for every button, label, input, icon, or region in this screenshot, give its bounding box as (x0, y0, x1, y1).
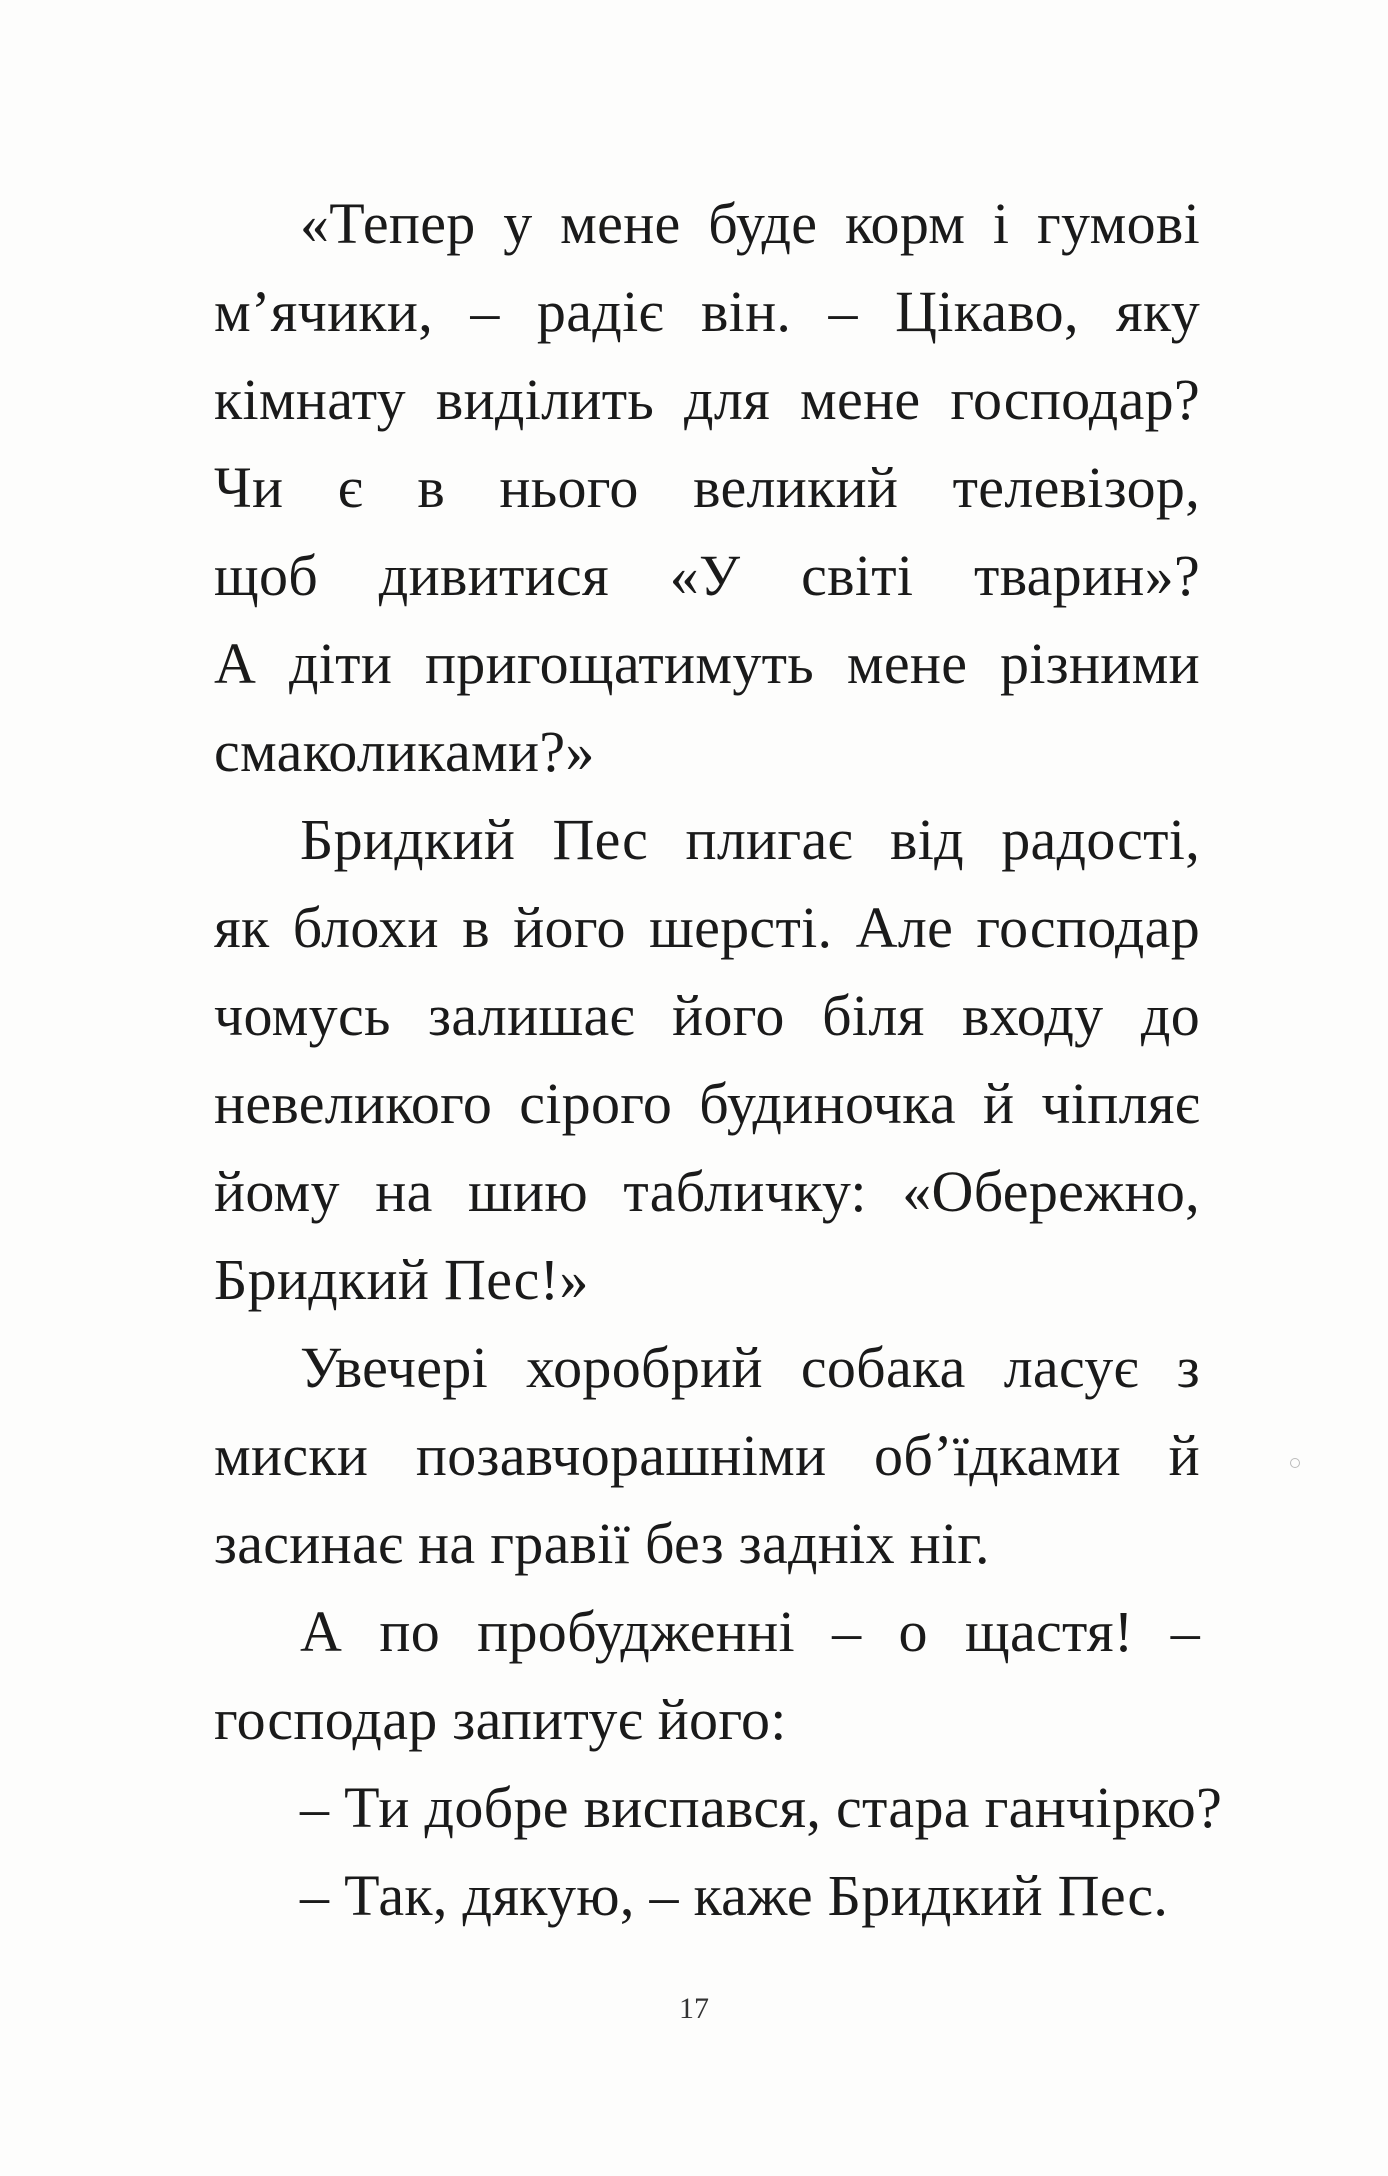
text-line: А по пробудженні – о щастя! – (300, 1599, 1200, 1664)
text-line: Бридкий Пес плигає від радості, (300, 807, 1200, 872)
text-line: Бридкий Пес!» (214, 1247, 589, 1312)
body-text (214, 180, 1223, 1940)
text-line: миски позавчорашніми об’їдками й (214, 1423, 1200, 1488)
text-line: А діти пригощатимуть мене різними (214, 631, 1200, 696)
paper-speck (1290, 1458, 1300, 1468)
page-number: 17 (679, 1992, 709, 2025)
text-line: як блохи в його шерсті. Але господар (214, 895, 1200, 960)
text-line: Увечері хоробрий собака ласує з (300, 1335, 1200, 1400)
text-line: «Тепер у мене буде корм і гумові (300, 191, 1200, 256)
text-line: щоб дивитися «У світі тварин»? (214, 543, 1200, 608)
dialogue-line: – Ти добре виспався, стара ганчірко? (300, 1775, 1223, 1840)
text-line: кімнату виділить для мене господар? (214, 367, 1200, 432)
text-line: Чи є в нього великий телевізор, (214, 455, 1200, 520)
text-line: м’ячики, – радіє він. – Цікаво, яку (214, 279, 1200, 344)
text-line: смаколиками?» (214, 719, 595, 784)
text-line: чомусь залишає його біля входу до (214, 983, 1200, 1048)
dialogue-line: – Так, дякую, – каже Бридкий Пес. (300, 1863, 1169, 1928)
text-line: невеликого сірого будиночка й чіпляє (214, 1071, 1200, 1136)
text-line: господар запитує його: (214, 1687, 787, 1752)
text-line: засинає на гравії без задніх ніг. (214, 1511, 990, 1576)
text-line: йому на шию табличку: «Обережно, (214, 1159, 1200, 1224)
